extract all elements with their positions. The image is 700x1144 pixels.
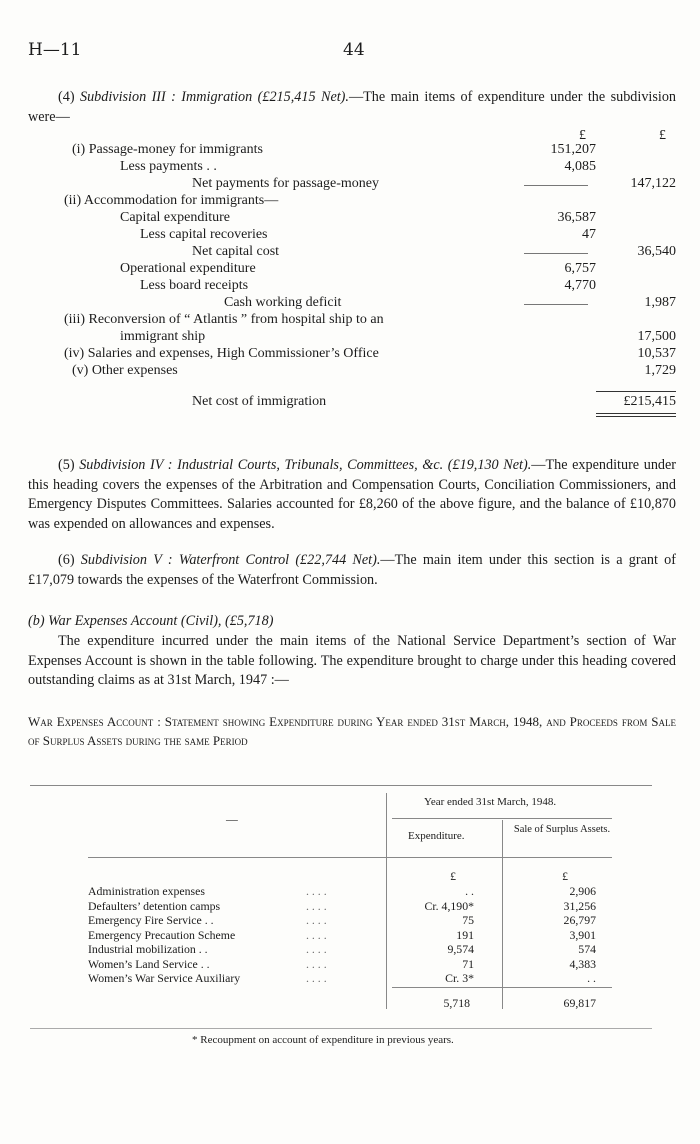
statement-row-label: immigrant ship: [120, 329, 206, 344]
statement-row-col2: 17,500: [637, 329, 676, 344]
col-header-sale: Sale of Surplus Assets.: [513, 824, 611, 835]
statement-row-col1: 4,770: [564, 278, 596, 293]
para-number: (4): [58, 89, 75, 105]
table-bottom-rule: [30, 1028, 652, 1029]
table-caption-text: War Expenses Account : Statement showing Expenditure during Year ended 31st March, 1948, and Proceeds from Sale of Surplus Assets during the same Period: [28, 714, 676, 748]
table-footnote: * Recoupment on account of expenditure in previous years.: [192, 1034, 454, 1046]
subdivision-iv-title: Subdivision IV : Industrial Courts, Tribunals, Committees, &c. (£19,130 Net).: [79, 457, 532, 473]
total-top-rule: [596, 391, 676, 392]
table-row-leader: . . . .: [306, 898, 327, 913]
statement-row: [28, 227, 676, 245]
statement-row-col2: 147,122: [630, 176, 676, 191]
statement-row-label: (v) Other expenses: [72, 363, 178, 378]
statement-row: [28, 346, 676, 364]
page-number: 44: [343, 40, 365, 60]
group-header: Year ended 31st March, 1948.: [424, 796, 557, 808]
subdivision-iv-body: —The expenditure under this heading covers the expenses of the Arbitration and Compensation Courts, Conciliation Commissioners, and Emergency Disputes Committees. Salaries accounted for £8,260 of the above figure, and the balance of £10,870 was expended on allowances and expenses.: [28, 457, 677, 532]
table-row-sale: 2,906: [569, 884, 596, 898]
total-bottom-rule: [596, 413, 676, 414]
table-row-expenditure: . .: [465, 884, 474, 898]
table-row-expenditure: 9,574: [447, 942, 474, 956]
statement-row-label: (i) Passage-money for immigrants: [72, 142, 263, 157]
table-row-label: Women’s Land Service . .: [88, 956, 210, 971]
table-top-rule: [30, 785, 652, 786]
table-group-rule: [392, 818, 612, 819]
table-row-sale: 26,797: [563, 913, 596, 927]
stub-header: —: [226, 812, 238, 826]
statement-total-row: [28, 394, 676, 412]
table-total-rule: [392, 987, 612, 988]
table-header-rule: [88, 857, 612, 858]
subdivision-v-para: [28, 551, 676, 590]
statement-row-col2: 1,729: [644, 363, 676, 378]
subdivision-iv-para: [28, 456, 676, 534]
para-number: (6): [58, 552, 75, 568]
statement-row-label: Cash working deficit: [224, 295, 342, 310]
table-row-sale: 4,383: [569, 956, 596, 971]
statement-row-label: (iii) Reconversion of “ Atlantis ” from hospital ship to an: [64, 312, 384, 327]
statement-row: [28, 193, 676, 211]
total-sale: 69,817: [563, 996, 596, 1010]
statement-row: [28, 210, 676, 228]
table-vrule-stub: [386, 793, 387, 1009]
heading-number: (b): [28, 613, 45, 629]
subtotal-rule: [524, 304, 588, 305]
table-row-leader: . . . .: [306, 927, 327, 942]
statement-row-col2: 1,987: [644, 295, 676, 310]
table-row-label: Defaulters’ detention camps: [88, 898, 221, 913]
para-number: (5): [58, 457, 75, 473]
statement-row-label: Capital expenditure: [120, 210, 231, 225]
statement-row: [28, 261, 676, 279]
total-value: £215,415: [623, 394, 676, 409]
statement-row-col1: 4,085: [564, 159, 596, 174]
subdivision-v-body: —The main item under this section is a grant of £17,079 towards the expenses of the Waterfront Commission.: [28, 552, 676, 588]
statement-row-label: Less board receipts: [140, 278, 249, 293]
table-row-leader: . . . .: [306, 942, 327, 956]
table-row-label: Women’s War Service Auxiliary: [88, 971, 241, 985]
subdivision-iii-intro-text: —The main items of expenditure under the subdivision were—: [28, 89, 677, 125]
total-label: Net cost of immigration: [192, 394, 327, 409]
statement-row-col2: 36,540: [637, 244, 676, 259]
statement-row: [28, 278, 676, 296]
table-row-sale: 3,901: [569, 927, 596, 942]
table-row-leader: . . . .: [306, 884, 327, 898]
statement-row-label: (iv) Salaries and expenses, High Commissioner’s Office: [64, 346, 379, 361]
table-caption: [28, 712, 676, 750]
statement-row: [28, 329, 676, 347]
unit-col2: £: [659, 128, 666, 143]
statement-row: [28, 363, 676, 381]
war-expenses-heading: [28, 612, 676, 632]
subdivision-iii-title: Subdivision III : Immigration (£215,415 Net).: [79, 89, 349, 105]
war-expenses-body: The expenditure incurred under the main items of the National Service Department’s section of War Expenses Account is shown in the table following. The expenditure brought to charge under this heading covered outstanding claims as at 31st March, 1947 :—: [28, 633, 676, 688]
table-row-expenditure: Cr. 4,190*: [424, 898, 474, 913]
statement-row-col1: 47: [582, 227, 596, 242]
table-row-label: Emergency Precaution Scheme: [88, 927, 236, 942]
total-double-rule: [596, 416, 676, 417]
statement-row-col1: 6,757: [564, 261, 596, 276]
war-expenses-title: War Expenses Account (Civil), (£5,718): [48, 613, 274, 629]
subdivision-iii-intro: [28, 88, 676, 127]
subdivision-v-title: Subdivision V : Waterfront Control (£22,744 Net).: [80, 552, 381, 568]
statement-row-label: Less payments . .: [120, 159, 217, 174]
table-row-label: Administration expenses: [88, 884, 205, 898]
statement-row-col1: 151,207: [550, 142, 596, 157]
unit-expenditure: £: [450, 869, 456, 883]
statement-row-label: Net payments for passage-money: [192, 176, 379, 191]
section-code: H—11: [28, 40, 82, 60]
table-row-sale: . .: [587, 971, 596, 985]
statement-row: [28, 159, 676, 177]
statement-row: [28, 142, 676, 160]
unit-col1: £: [579, 128, 586, 143]
table-row-expenditure: Cr. 3*: [445, 971, 474, 985]
col-header-expenditure: Expenditure.: [408, 830, 465, 842]
table-row-leader: . . . .: [306, 956, 327, 971]
statement-row-label: Less capital recoveries: [140, 227, 268, 242]
subtotal-rule: [524, 253, 588, 254]
table-vrule-cols: [502, 820, 503, 1009]
unit-sale: £: [562, 869, 568, 883]
table-row-expenditure: 191: [456, 927, 474, 942]
table-row-expenditure: 71: [462, 956, 474, 971]
subtotal-rule: [524, 185, 588, 186]
table-row-leader: . . . .: [306, 971, 327, 985]
statement-row-label: (ii) Accommodation for immigrants—: [64, 193, 279, 208]
table-row-sale: 574: [578, 942, 596, 956]
statement-row-col1: 36,587: [557, 210, 596, 225]
statement-row-col2: 10,537: [637, 346, 676, 361]
table-row-expenditure: 75: [462, 913, 474, 927]
table-row-sale: 31,256: [563, 898, 596, 913]
statement-row-label: Net capital cost: [192, 244, 280, 259]
statement-row: [28, 312, 676, 330]
total-expenditure: 5,718: [443, 996, 470, 1010]
table-row-leader: . . . .: [306, 913, 327, 927]
table-row-label: Emergency Fire Service . .: [88, 913, 214, 927]
statement-row-label: Operational expenditure: [120, 261, 256, 276]
table-row-label: Industrial mobilization . .: [88, 942, 208, 956]
